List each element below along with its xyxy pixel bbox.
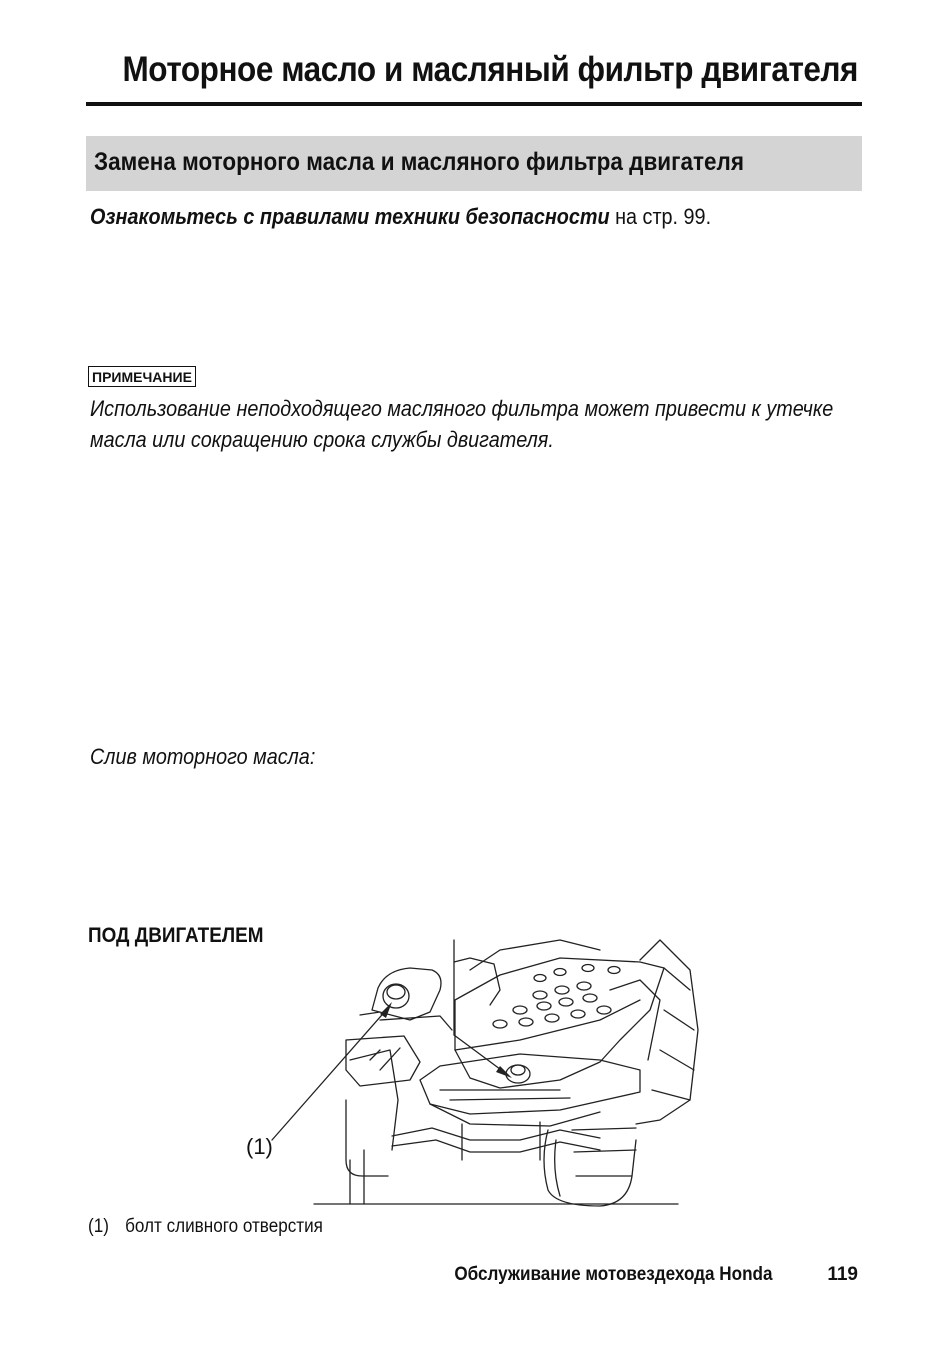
page-title: Моторное масло и масляный фильтр двигателя [122, 50, 859, 89]
figure-callout-1: (1) [246, 1134, 273, 1159]
safety-reference-lead: Ознакомьтесь с правилами техники безопасности [90, 204, 610, 229]
note-label: ПРИМЕЧАНИЕ [88, 366, 196, 387]
safety-reference-page: на стр. 99. [609, 204, 712, 229]
note-text-line-2: масла или сокращению срока службы двигателя. [90, 427, 554, 452]
figure-title: ПОД ДВИГАТЕЛЕМ [88, 924, 264, 947]
note-text-line-1: Использование неподходящего масляного фильтра может привести к утечке [90, 396, 834, 421]
legend-text: болт сливного отверстия [125, 1216, 323, 1237]
figure-legend [88, 1216, 323, 1238]
drain-instruction-label: Слив моторного масла: [90, 744, 316, 769]
page-number: 119 [827, 1264, 858, 1285]
legend-number: (1) [88, 1216, 109, 1237]
footer-title: Обслуживание мотовездехода Honda [453, 1264, 772, 1285]
section-heading: Замена моторного масла и масляного фильтра двигателя [94, 148, 744, 176]
